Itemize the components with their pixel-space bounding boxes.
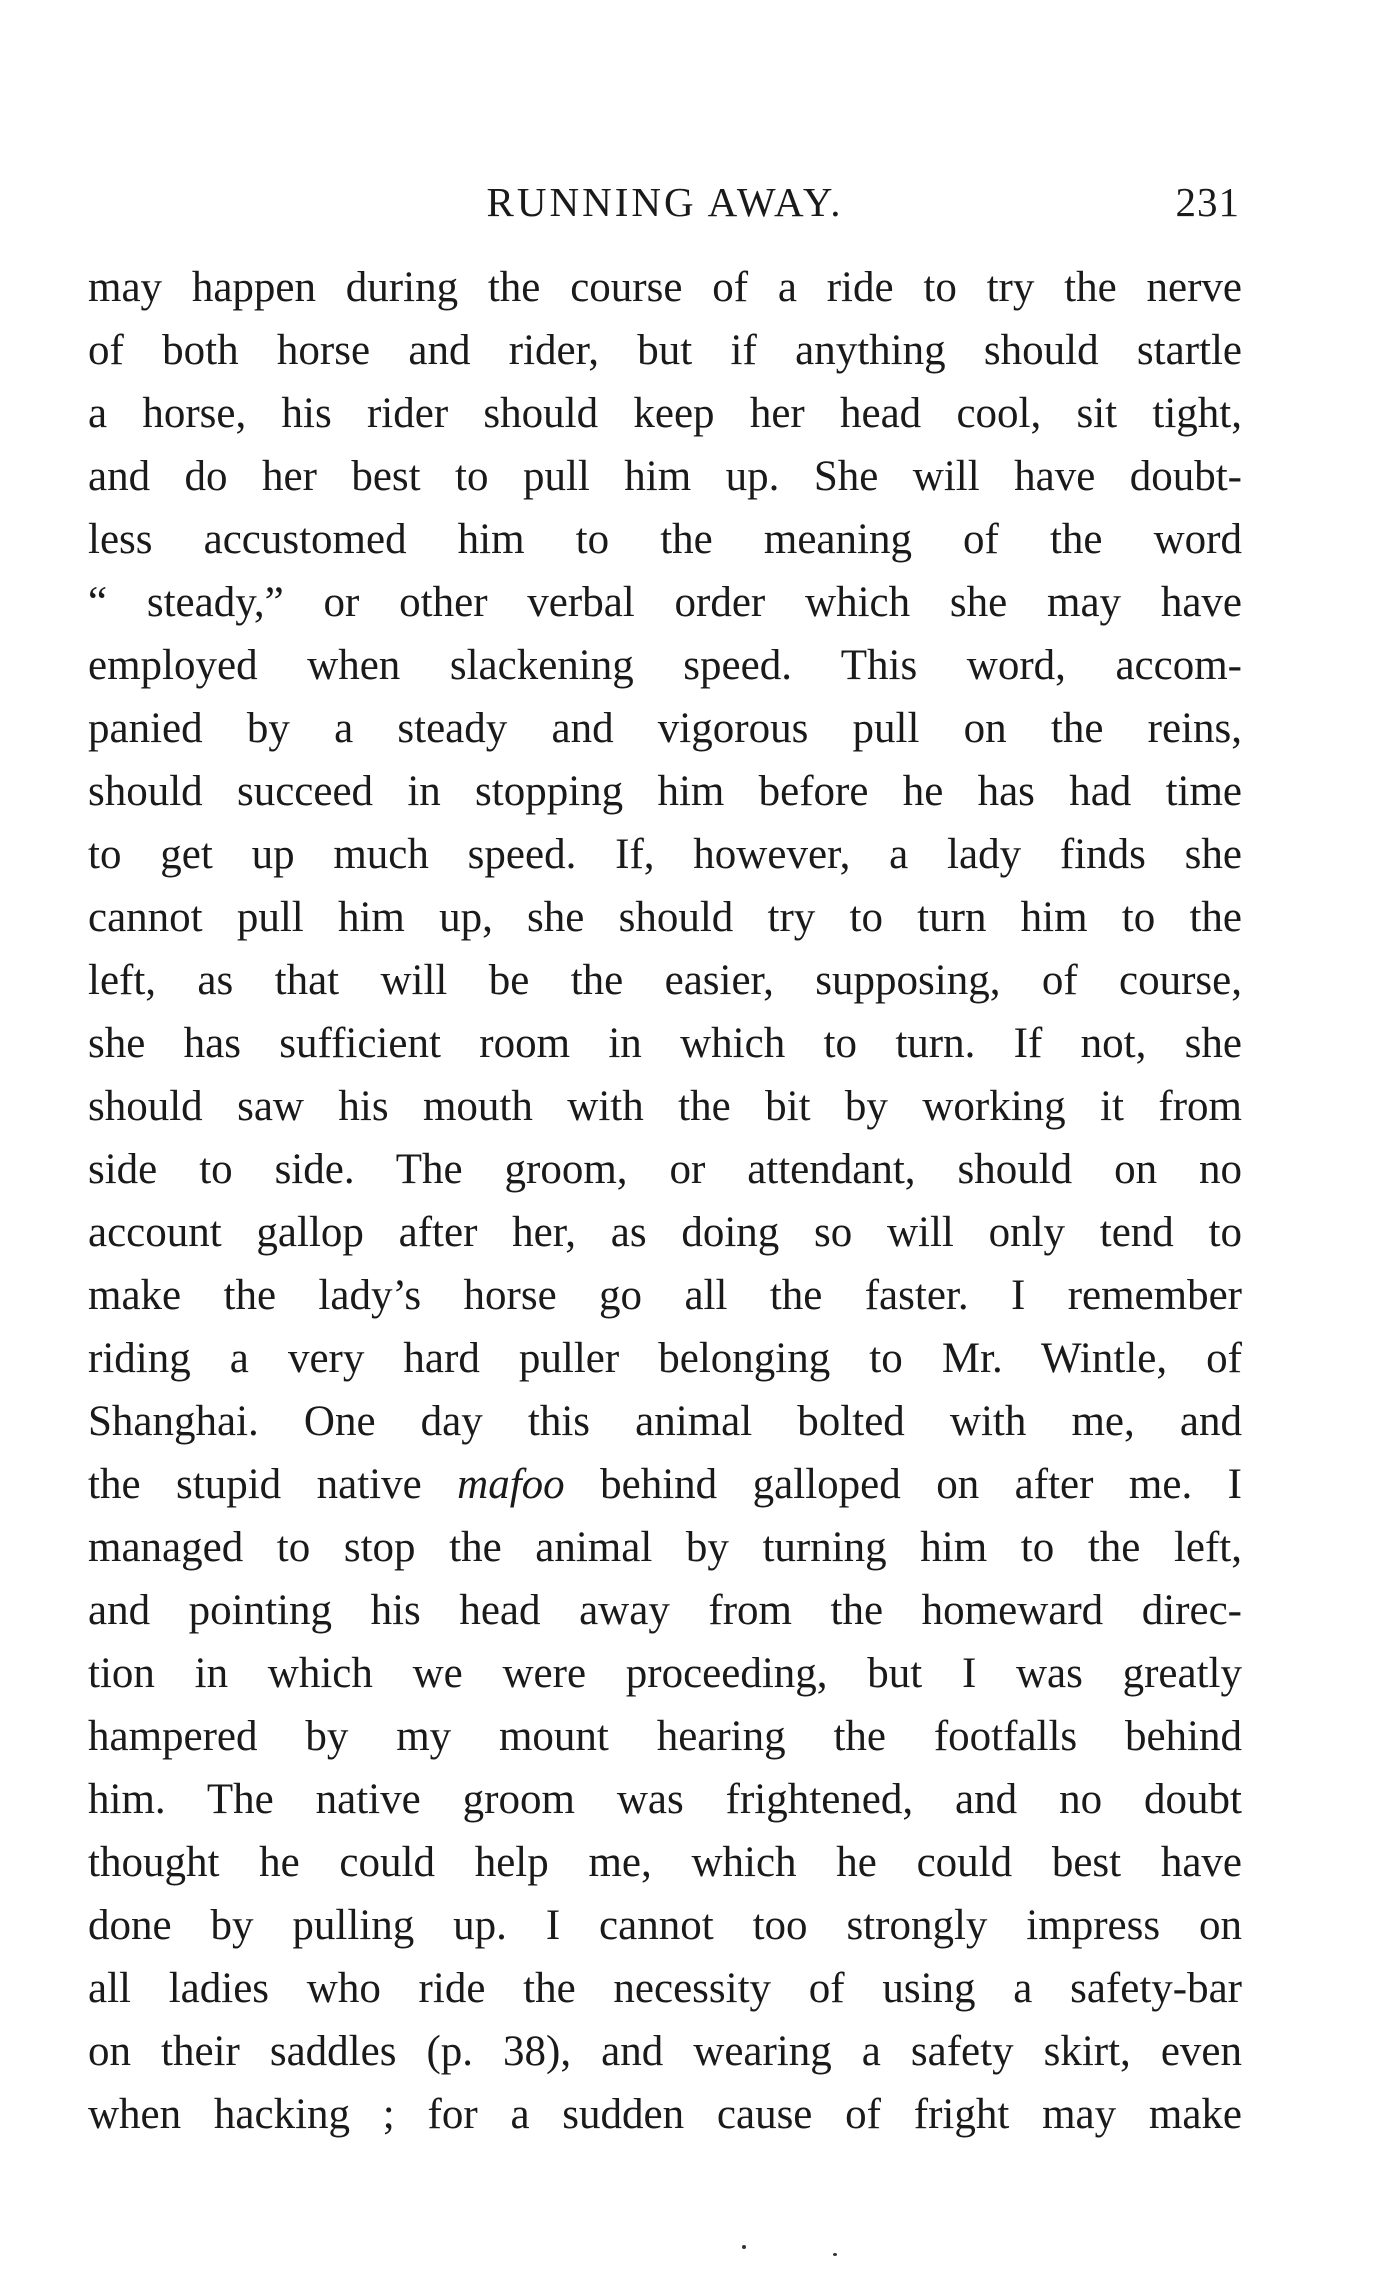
scan-speck xyxy=(742,2245,746,2249)
text-line-8: panied by a steady and vigorous pull on the reins, xyxy=(88,705,1242,752)
text-line-14: should saw his mouth with the bit by working it from xyxy=(88,1083,1242,1130)
text-line-30: when hacking ; for a sudden cause of fright may make xyxy=(88,2091,1242,2138)
text-line-21: managed to stop the animal by turning him to the left, xyxy=(88,1524,1242,1571)
text-line-27: done by pulling up. I cannot too strongly impress on xyxy=(88,1902,1242,1949)
text-line-15: side to side. The groom, or attendant, should on no xyxy=(88,1146,1242,1193)
text-line-3: a horse, his rider should keep her head cool, sit tight, xyxy=(88,390,1242,437)
text-line-26: thought he could help me, which he could best have xyxy=(88,1839,1242,1886)
text-line-4: and do her best to pull him up. She will have doubt- xyxy=(88,453,1242,500)
text-line-6: “ steady,” or other verbal order which she may have xyxy=(88,579,1242,626)
text-line-2: of both horse and rider, but if anything should startle xyxy=(88,327,1242,374)
text-line-13: she has sufficient room in which to turn. If not, she xyxy=(88,1020,1242,1067)
text-line-1: may happen during the course of a ride to try the nerve xyxy=(88,264,1242,311)
text-line-12: left, as that will be the easier, supposing, of course, xyxy=(88,957,1242,1004)
text-line-20 xyxy=(88,1453,1242,1516)
text-line-20-before: the stupid native xyxy=(88,1461,458,1508)
page-number: 231 xyxy=(1175,179,1240,225)
text-line-19: Shanghai. One day this animal bolted with me, and xyxy=(88,1398,1242,1445)
text-line-11: cannot pull him up, she should try to turn him to the xyxy=(88,894,1242,941)
text-line-10: to get up much speed. If, however, a lady finds she xyxy=(88,831,1242,878)
text-line-9: should succeed in stopping him before he has had time xyxy=(88,768,1242,815)
text-line-7: employed when slackening speed. This word, accom- xyxy=(88,642,1242,689)
text-line-22: and pointing his head away from the homeward direc- xyxy=(88,1587,1242,1634)
text-line-18: riding a very hard puller belonging to Mr. Wintle, of xyxy=(88,1335,1242,1382)
running-title: RUNNING AWAY. xyxy=(486,179,844,225)
running-head xyxy=(90,172,1240,232)
body-text xyxy=(88,256,1242,2146)
text-line-17: make the lady’s horse go all the faster. I remember xyxy=(88,1272,1242,1319)
text-line-24: hampered by my mount hearing the footfalls behind xyxy=(88,1713,1242,1760)
text-line-29: on their saddles (p. 38), and wearing a safety skirt, even xyxy=(88,2028,1242,2075)
scan-speck xyxy=(833,2253,837,2256)
text-line-23: tion in which we were proceeding, but I was greatly xyxy=(88,1650,1242,1697)
text-line-5: less accustomed him to the meaning of the word xyxy=(88,516,1242,563)
text-line-28: all ladies who ride the necessity of using a safety-bar xyxy=(88,1965,1242,2012)
text-line-16: account gallop after her, as doing so will only tend to xyxy=(88,1209,1242,1256)
italic-word-mafoo: mafoo xyxy=(457,1461,565,1508)
text-line-20-after: behind galloped on after me. I xyxy=(564,1461,1242,1508)
text-line-25: him. The native groom was frightened, and no doubt xyxy=(88,1776,1242,1823)
